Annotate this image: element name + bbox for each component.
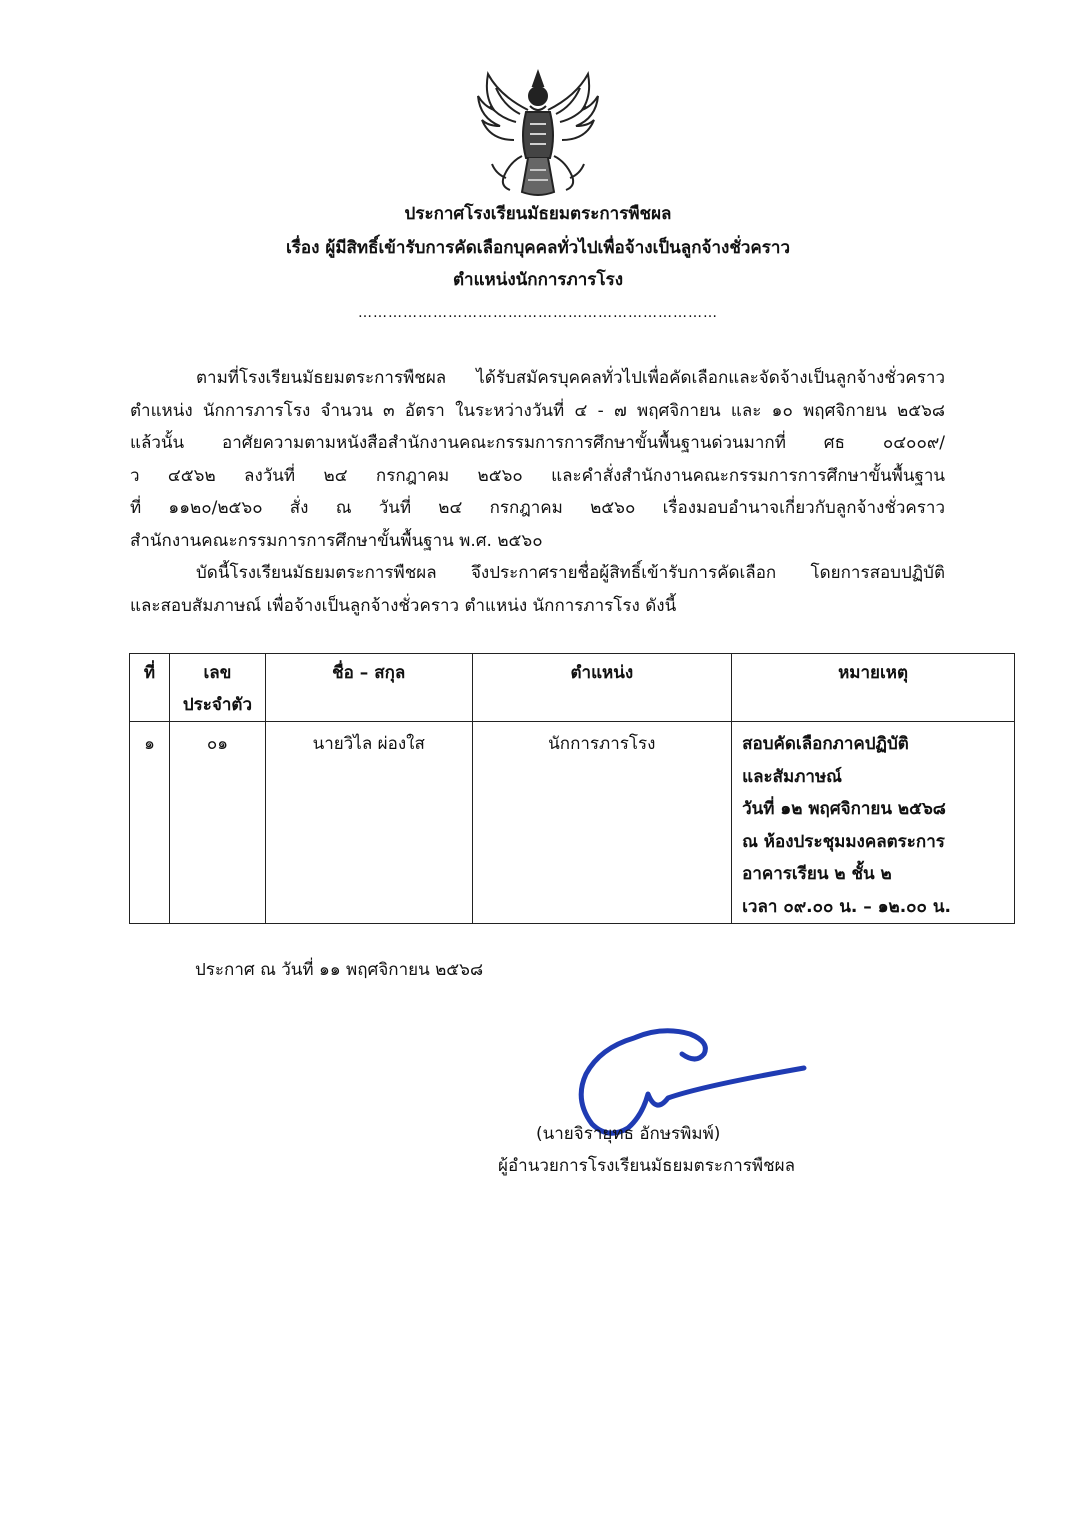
paragraph-line: ว ๔๕๖๒ ลงวันที่ ๒๔ กรกฎาคม ๒๕๖๐ และคำสั่งสำนักงานคณะกรรมการการศึกษาขั้นพื้นฐาน <box>130 465 945 486</box>
header-id-line: ประจำตัว <box>182 695 252 715</box>
announcement-date: ประกาศ ณ วันที่ ๑๑ พฤศจิกายน ๒๕๖๘ <box>195 960 484 980</box>
paragraph-1 <box>130 362 945 557</box>
signer-title: ผู้อำนวยการโรงเรียนมัธยมตระการพืชผล <box>498 1156 796 1176</box>
cell-name: นายวิไล ผ่องใส <box>265 722 472 924</box>
remark-line: สอบคัดเลือกภาคปฏิบัติ <box>742 734 909 754</box>
paragraph-line: แล้วนั้น อาศัยความตามหนังสือสำนักงานคณะกรรมการการศึกษาขั้นพื้นฐานด่วนมากที่ ศธ ๐๔๐๐๙/ <box>130 433 945 453</box>
cell-id: ๐๑ <box>169 722 265 924</box>
paragraph-line: ตามที่โรงเรียนมัธยมตระการพืชผล ได้รับสมัครบุคคลทั่วไปเพื่อคัดเลือกและจัดจ้างเป็นลูกจ้างชั่วคราว <box>196 368 945 388</box>
announcement-title: ประกาศโรงเรียนมัธยมตระการพืชผล <box>404 204 672 224</box>
announcement-position: ตำแหน่งนักการภารโรง <box>453 270 623 290</box>
paragraph-line: ตำแหน่ง นักการภารโรง จำนวน ๓ อัตรา ในระหว่างวันที่ ๔ - ๗ พฤศจิกายน และ ๑๐ พฤศจิกายน ๒๕๖๘ <box>130 400 945 421</box>
signer-name: (นายจิรายุทธ อักษรพิมพ์) <box>536 1124 721 1144</box>
paragraph-line: บัดนี้โรงเรียนมัธยมตระการพืชผล จึงประกาศรายชื่อผู้สิทธิ์เข้ารับการคัดเลือก โดยการสอบปฏิบัติ <box>196 563 945 583</box>
header-name: ชื่อ – สกุล <box>265 654 472 722</box>
remark-line: และสัมภาษณ์ <box>742 766 842 787</box>
remark-line: อาคารเรียน ๒ ชั้น ๒ <box>742 864 892 884</box>
candidate-table <box>129 653 1015 924</box>
header-id <box>169 654 265 722</box>
paragraph-2 <box>130 557 945 622</box>
garuda-emblem-icon <box>470 66 606 198</box>
paragraph-line: ที่ ๑๑๒๐/๒๕๖๐ สั่ง ณ วันที่ ๒๔ กรกฎาคม ๒๕๖๐ เรื่องมอบอำนาจเกี่ยวกับลูกจ้างชั่วคราว <box>130 498 945 518</box>
remark-line: วันที่ ๑๒ พฤศจิกายน ๒๕๖๘ <box>742 799 946 819</box>
header-position: ตำแหน่ง <box>472 654 732 722</box>
remark-line: เวลา ๐๙.๐๐ น. – ๑๒.๐๐ น. <box>742 896 951 917</box>
header-no: ที่ <box>130 654 170 722</box>
header-remark: หมายเหตุ <box>732 654 1015 722</box>
header-separator: ……………………………………………………………… <box>358 305 718 319</box>
table-row <box>130 722 1015 924</box>
paragraph-line: สำนักงานคณะกรรมการการศึกษาขั้นพื้นฐาน พ.ศ. ๒๕๖๐ <box>130 530 543 551</box>
table-header-row <box>130 654 1015 722</box>
paragraph-line: และสอบสัมภาษณ์ เพื่อจ้างเป็นลูกจ้างชั่วคราว ตำแหน่ง นักการภารโรง ดังนี้ <box>130 595 677 616</box>
header-id-line: เลข <box>203 663 232 683</box>
announcement-subject: เรื่อง ผู้มีสิทธิ์เข้ารับการคัดเลือกบุคคลทั่วไปเพื่อจ้างเป็นลูกจ้างชั่วคราว <box>285 238 790 258</box>
remark-line: ณ ห้องประชุมมงคลตระการ <box>742 831 945 852</box>
cell-remark <box>732 722 1015 924</box>
cell-no: ๑ <box>130 722 170 924</box>
cell-position: นักการภารโรง <box>472 722 732 924</box>
